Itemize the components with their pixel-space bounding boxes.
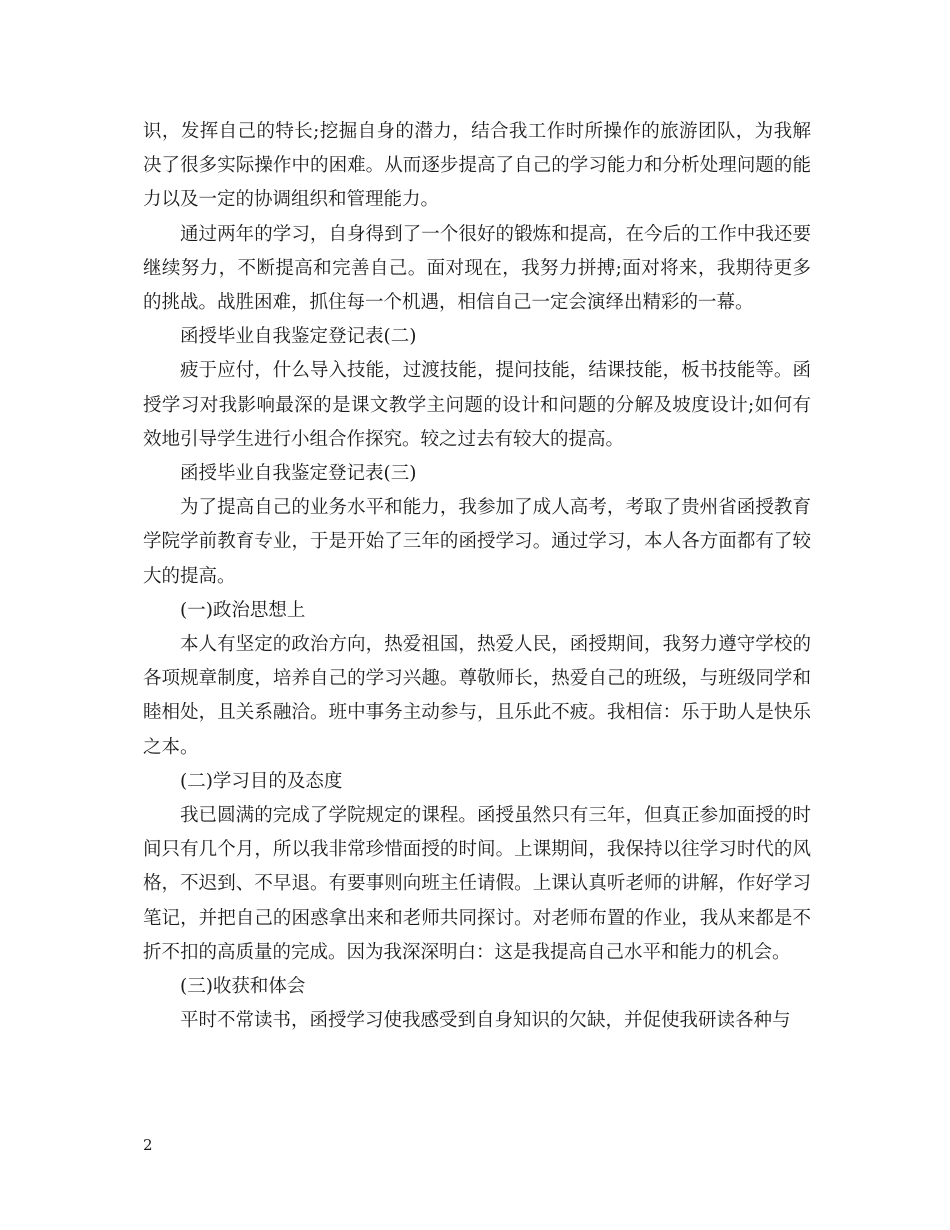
subsection-heading: (三)收获和体会 (180, 976, 306, 998)
subsection-heading: (二)学习目的及态度 (180, 770, 343, 792)
section-heading: 函授毕业自我鉴定登记表(二) (180, 326, 417, 348)
paragraph: 我已圆满的完成了学院规定的课程。函授虽然只有三年，但真正参加面授的时间只有几个月，所以我非常珍惜面授的时间。上课期间，我保持以往学习时代的风格，不迟到、不早退。有要事则向班主任请假。上课认真听老师的讲解，作好学习笔记，并把自己的困惑拿出来和老师共同探讨。对老师布置的作业，我从来都是不折不扣的高质量的完成。因为我深深明白：这是我提高自己水平和能力的机会。 (143, 805, 811, 963)
paragraph-continuation: 识，发挥自己的特长;挖掘自身的潜力，结合我工作时所操作的旅游团队，为我解决了很多实际操作中的困难。从而逐步提高了自己的学习能力和分析处理问题的能力以及一定的协调组织和管理能力。 (143, 121, 811, 211)
paragraph: 平时不常读书，函授学习使我感受到自身知识的欠缺，并促使我研读各种与 (180, 1010, 791, 1032)
body-text (143, 115, 811, 1038)
subsection-heading: (一)政治思想上 (180, 599, 306, 621)
paragraph: 为了提高自己的业务水平和能力，我参加了成人高考，考取了贵州省函授教育学院学前教育专业，于是开始了三年的函授学习。通过学习，本人各方面都有了较大的提高。 (143, 497, 811, 587)
paragraph: 疲于应付，什么导入技能，过渡技能，提问技能，结课技能，板书技能等。函授学习对我影响最深的是课文教学主问题的设计和问题的分解及坡度设计;如何有效地引导学生进行小组合作探究。较之过去有较大的提高。 (143, 360, 811, 450)
section-heading: 函授毕业自我鉴定登记表(三) (180, 463, 417, 485)
page-number: 2 (143, 1136, 153, 1154)
paragraph: 通过两年的学习，自身得到了一个很好的锻炼和提高，在今后的工作中我还要继续努力，不断提高和完善自己。面对现在，我努力拼搏;面对将来，我期待更多的挑战。战胜困难，抓住每一个机遇，相信自己一定会演绎出精彩的一幕。 (143, 223, 811, 314)
paragraph: 本人有坚定的政治方向，热爱祖国，热爱人民，函授期间，我努力遵守学校的各项规章制度，培养自己的学习兴趣。尊敬师长，热爱自己的班级，与班级同学和睦相处，且关系融洽。班中事务主动参与，且乐此不疲。我相信：乐于助人是快乐之本。 (143, 634, 811, 758)
